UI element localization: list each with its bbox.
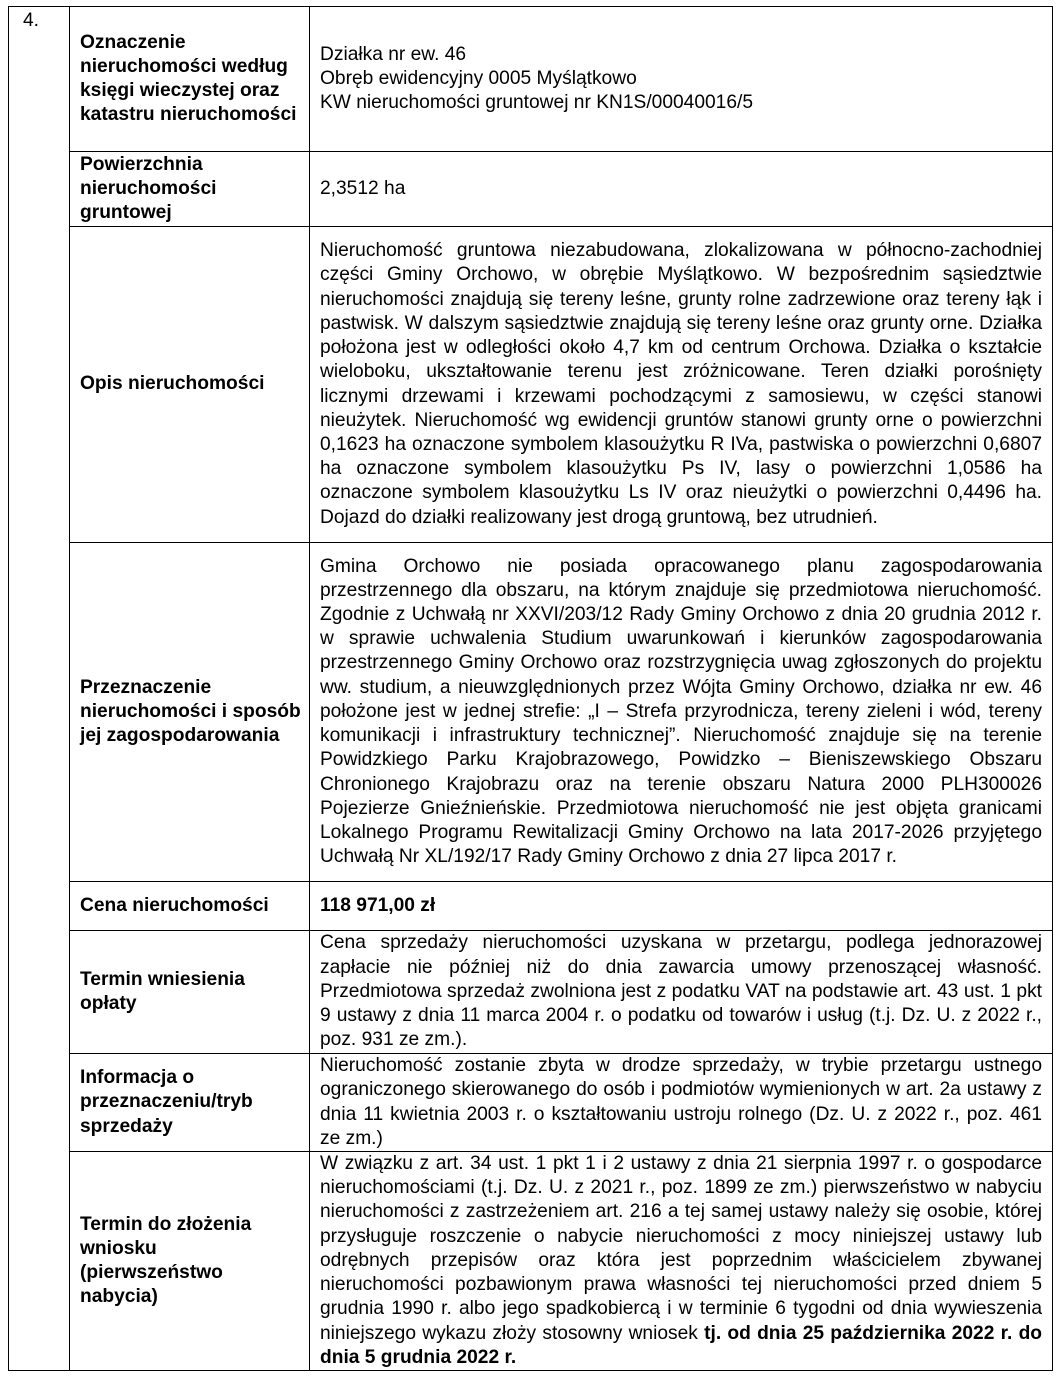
row-value-application-deadline bbox=[310, 1152, 1053, 1371]
table-row bbox=[9, 543, 1053, 882]
table-row bbox=[9, 1152, 1053, 1371]
table-row bbox=[9, 882, 1053, 931]
row-label-payment-deadline: Termin wniesienia opłaty bbox=[70, 931, 310, 1054]
table-row bbox=[9, 227, 1053, 543]
property-listing-table bbox=[8, 6, 1053, 1371]
row-value-sale-mode: Nieruchomość zostanie zbyta w drodze sprzedaży, w trybie przetargu ustnego ograniczonego skierowanego do osób i podmiotów wymienionych w art. 2a ustawy z dnia 11 kwietnia 2003 r. o kształtowaniu ustroju rolnego (Dz. U. z 2022 r., poz. 461 ze zm.) bbox=[310, 1054, 1053, 1152]
registration-district: Obręb ewidencyjny 0005 Myślątkowo bbox=[320, 67, 637, 89]
row-value-area: 2,3512 ha bbox=[310, 152, 1053, 227]
application-deadline-text: W związku z art. 34 ust. 1 pkt 1 i 2 ustawy z dnia 21 sierpnia 1997 r. o gospodarce nieruchomościami (t.j. Dz. U. z 2021 r., poz. 1899 ze zm.) pierwszeństwo w nabyciu nieruchomości z zastrzeżeniem art. 216 a tej samej ustawy należy się osobie, której przysługuje roszczenie o nabycie nieruchomości z mocy niniejszej ustawy lub odrębnych przepisów oraz która jest poprzednim właścicielem zbywanej nieruchomości pozbawionym prawa własności tej nieruchomości przed dniem 5 grudnia 1990 r. albo jego spadkobiercą i w terminie 6 tygodni od dnia wywieszenia niniejszego wykazu złoży stosowny wniosek bbox=[320, 1153, 1042, 1344]
row-value-designation bbox=[310, 7, 1053, 152]
table-row bbox=[9, 7, 1053, 152]
row-value-price: 118 971,00 zł bbox=[310, 882, 1053, 931]
row-value-description: Nieruchomość gruntowa niezabudowana, zlokalizowana w północno-zachodniej części Gminy Orchowo, w obrębie Myślątkowo. W bezpośrednim sąsiedztwie nieruchomości znajdują się tereny leśne, grunty rolne zadrzewione oraz tereny łąk i pastwisk. W dalszym sąsiedztwie znajdują się tereny leśne oraz grunty orne. Działka położona jest w odległości około 4,7 km od centrum Orchowa. Działka o kształcie wieloboku, ukształtowanie terenu jest zróżnicowane. Teren działki porośnięty licznymi drzewami i krzewami pochodzącymi z samosiewu, w części stanowi nieużytek. Nieruchomość wg ewidencji gruntów stanowi grunty orne o powierzchni 0,1623 ha oznaczone symbolem klasoużytku R IVa, pastwiska o powierzchni 0,6807 ha oznaczone symbolem klasoużytku Ps IV, lasy o powierzchni 1,0586 ha oznaczone symbolem klasoużytku Ls IV oraz nieużytki o powierzchni 0,4496 ha. Dojazd do działki realizowany jest drogą gruntową, bez utrudnień. bbox=[310, 227, 1053, 543]
table-row bbox=[9, 1054, 1053, 1152]
row-label-area: Powierzchnia nieruchomości gruntowej bbox=[70, 152, 310, 227]
row-value-purpose: Gmina Orchowo nie posiada opracowanego planu zagospodarowania przestrzennego dla obszaru, na którym znajduje się przedmiotowa nieruchomość. Zgodnie z Uchwałą nr XXVI/203/12 Rady Gminy Orchowo z dnia 20 grudnia 2012 r. w sprawie uchwalenia Studium uwarunkowań i kierunków zagospodarowania przestrzennego Gminy Orchowo oraz rozstrzygnięcia uwag zgłoszonych do projektu ww. studium, a nieuwzględnionych przez Wójta Gminy Orchowo, działka nr ew. 46 położone jest w jednej strefie: „I – Strefa przyrodnicza, tereny zieleni i wód, tereny komunikacji i infrastruktury technicznej”. Nieruchomość znajduje się na terenie Powidzkiego Parku Krajobrazowego, Powidzko – Bieniszewskiego Obszaru Chronionego Krajobrazu oraz na terenie obszaru Natura 2000 PLH300026 Pojezierze Gnieźnieńskie. Przedmiotowa nieruchomość nie jest objęta granicami Lokalnego Programu Rewitalizacji Gminy Orchowo na lata 2017-2026 przyjętego Uchwałą Nr XL/192/17 Rady Gminy Orchowo z dnia 27 lipca 2017 r. bbox=[310, 543, 1053, 882]
application-deadline-dates: tj. od dnia 25 października 2022 r. do dnia 5 grudnia 2022 r. bbox=[320, 1322, 1043, 1368]
row-label-price: Cena nieruchomości bbox=[70, 882, 310, 931]
item-number: 4. bbox=[9, 7, 70, 1371]
row-label-application-deadline: Termin do złożenia wniosku (pierwszeństwo nabycia) bbox=[70, 1152, 310, 1371]
land-register-number: KW nieruchomości gruntowej nr KN1S/00040016/5 bbox=[320, 92, 754, 114]
row-label-description: Opis nieruchomości bbox=[70, 227, 310, 543]
row-label-designation: Oznaczenie nieruchomości według księgi wieczystej oraz katastru nieruchomości bbox=[70, 7, 310, 152]
plot-number: Działka nr ew. 46 bbox=[320, 43, 467, 65]
table-row bbox=[9, 152, 1053, 227]
row-label-sale-mode: Informacja o przeznaczeniu/tryb sprzedaży bbox=[70, 1054, 310, 1152]
table-row bbox=[9, 931, 1053, 1054]
row-value-payment-deadline: Cena sprzedaży nieruchomości uzyskana w przetargu, podlega jednorazowej zapłacie nie później niż do dnia zawarcia umowy przenoszącej własność. Przedmiotowa sprzedaż zwolniona jest z podatku VAT na podstawie art. 43 ust. 1 pkt 9 ustawy z dnia 11 marca 2004 r. o podatku od towarów i usług (t.j. Dz. U. z 2022 r., poz. 931 ze zm.). bbox=[310, 931, 1053, 1054]
row-label-purpose: Przeznaczenie nieruchomości i sposób jej zagospodarowania bbox=[70, 543, 310, 882]
